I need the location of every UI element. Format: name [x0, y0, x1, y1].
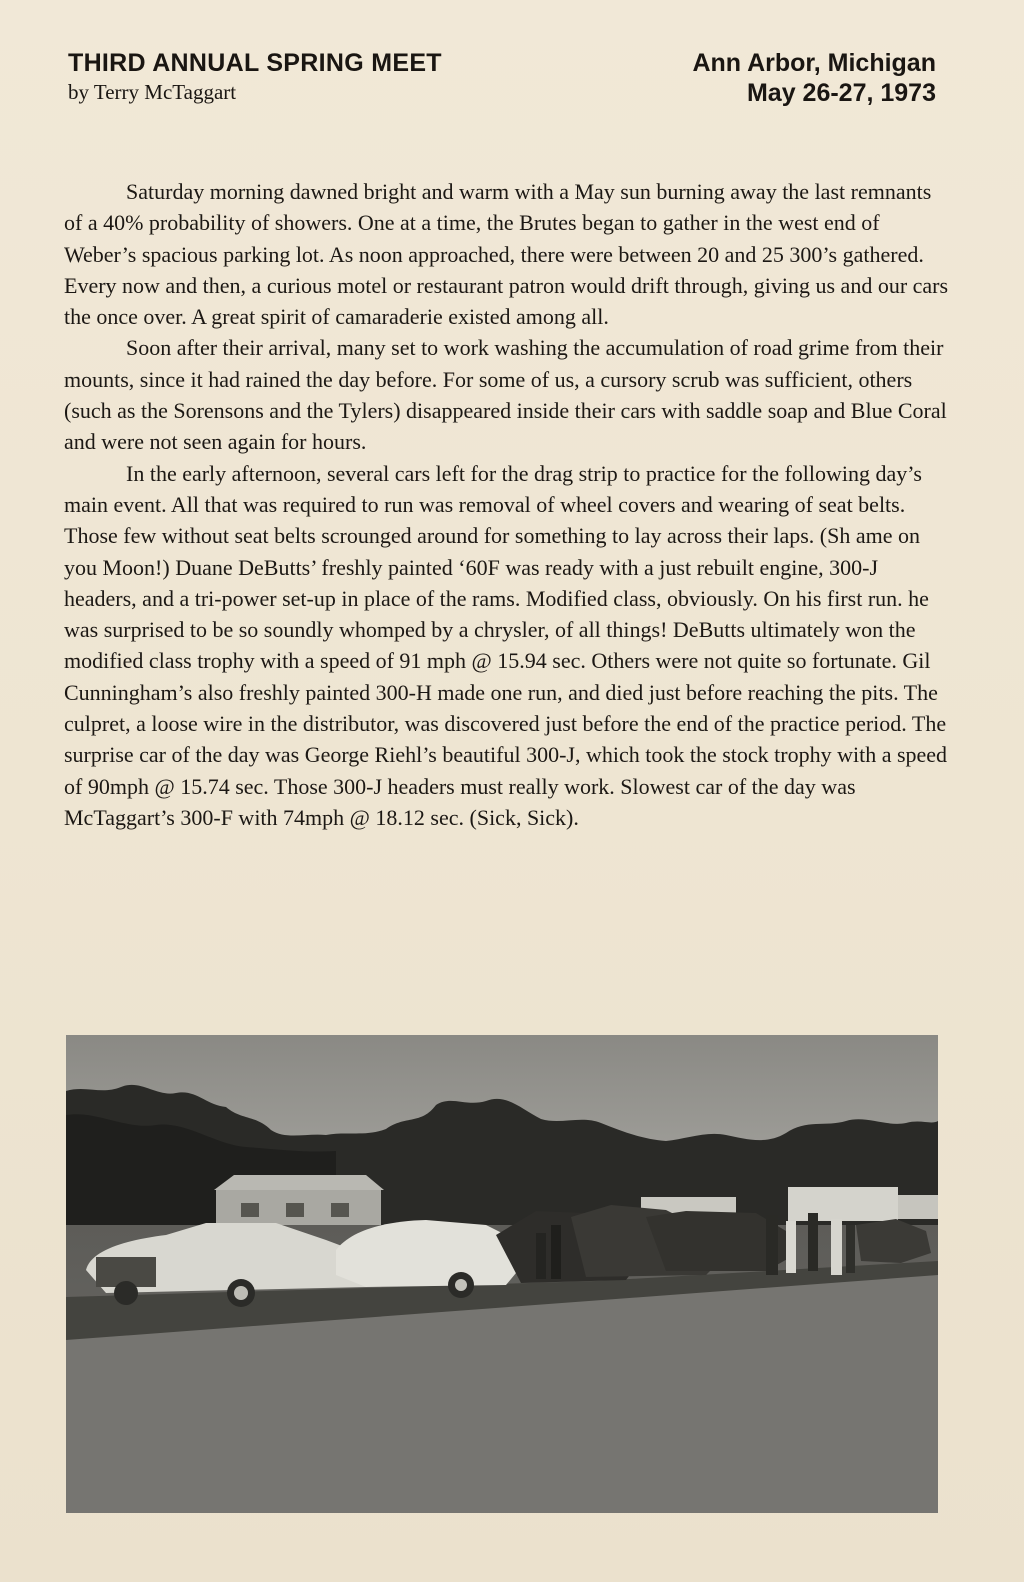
- parking-lot-photo: [66, 1035, 938, 1513]
- article-body: [64, 176, 954, 833]
- header-left: [68, 48, 442, 106]
- article-paragraph: Soon after their arrival, many set to work washing the accumulation of road grime from their mounts, since it had rained the day before. For some of us, a cursory scrub was sufficient, others (such as the Sorensons and the Tylers) disappeared inside their cars with saddle soap and Blue Coral and were not seen again for hours.: [64, 335, 947, 455]
- header-right: [692, 48, 936, 108]
- article-byline: by Terry McTaggart: [68, 80, 237, 104]
- article-paragraph: In the early afternoon, several cars left for the drag strip to practice for the following day’s main event. All that was required to run was removal of wheel covers and wearing of seat belts. Those few without seat belts scrounged around for something to lay across their laps. (Sh ame on you Moon!) Duane DeButts’ freshly painted ‘60F was ready with a just rebuilt engine, 300-J headers, and a tri-power set-up in place of the rams. Modified class, obviously. On his first run. he was surprised to be so soundly whomped by a chrysler, of all things! DeButts ultimately won the modified class trophy with a speed of 91 mph @ 15.94 sec. Others were not quite so fortunate. Gil Cunningham’s also freshly painted 300-H made one run, and died just before reaching the pits. The culpret, a loose wire in the distributor, was discovered just before the end of the practice period. The surprise car of the day was George Riehl’s beautiful 300-J, which took the stock trophy with a speed of 90mph @ 15.74 sec. Those 300-J headers must really work. Slowest car of the day was McTaggart’s 300-F with 74mph @ 18.12 sec. (Sick, Sick).: [64, 460, 948, 830]
- article-paragraph: Saturday morning dawned bright and warm with a May sun burning away the last remnants of a 40% probability of showers. One at a time, the Brutes began to gather in the west end of Weber’s spacious parking lot. As noon approached, there were between 20 and 25 300’s gathered. Every now and then, a curious motel or restaurant patron would drift through, giving us and our cars the once over. A great spirit of camaraderie existed among all.: [64, 179, 949, 330]
- article-title: THIRD ANNUAL SPRING MEET: [68, 49, 442, 77]
- event-date: May 26-27, 1973: [746, 79, 936, 107]
- event-location: Ann Arbor, Michigan: [692, 49, 936, 77]
